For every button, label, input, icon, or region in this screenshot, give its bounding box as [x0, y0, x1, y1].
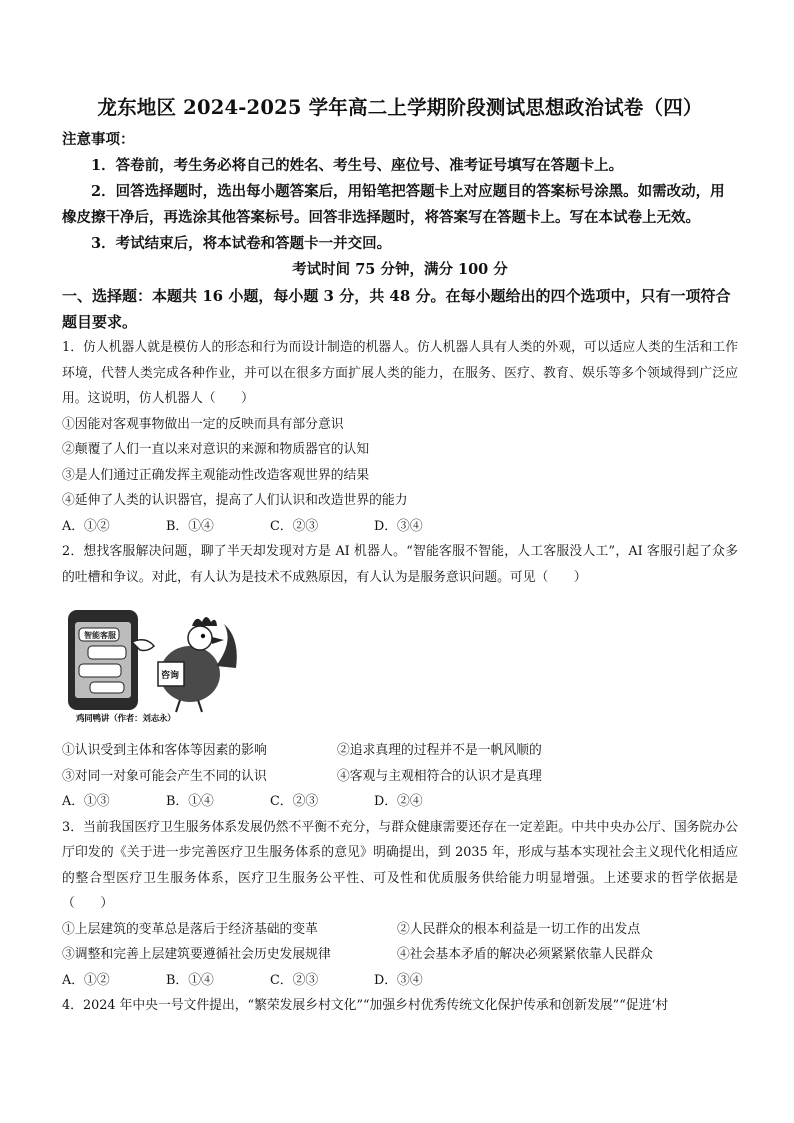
question-1 — [62, 335, 738, 539]
notice-heading: 注意事项： — [62, 131, 135, 148]
statement-row — [62, 764, 738, 790]
choice-d: D．②④ — [374, 794, 423, 809]
cartoon-illustration — [62, 604, 240, 714]
phone-label: 智能客服 — [84, 631, 116, 640]
notice-item: 3．考试结束后，将本试卷和答题卡一并交回。 — [91, 235, 392, 252]
sign-label: 咨询 — [161, 671, 180, 681]
question-4 — [62, 993, 738, 1019]
notice-item: 2．回答选择题时，选出每小题答案后，用铅笔把答题卡上对应题目的答案标号涂黑。如需改动，用橡皮擦干净后，再选涂其他答案标号。回答非选择题时，将答案写在答题卡上。写在本试卷上无效。 — [62, 183, 725, 226]
statement-option: ③调整和完善上层建筑要遵循社会历史发展规律 — [62, 947, 331, 962]
statement-option: ①认识受到主体和客体等因素的影响 — [62, 743, 267, 758]
choice-c: C．②③ — [270, 972, 319, 988]
statement-row — [62, 917, 738, 943]
statement-option: ③对同一对象可能会产生不同的认识 — [62, 768, 267, 784]
choice-b: B．①④ — [166, 518, 214, 534]
choice-d: D．③④ — [374, 518, 423, 534]
statement-option: ①上层建筑的变革总是落后于经济基础的变革 — [62, 921, 318, 937]
notice-item: 1．答卷前，考生务必将自己的姓名、考生号、座位号、准考证号填写在答题卡上。 — [91, 157, 624, 174]
statement-row — [62, 942, 738, 968]
choice-b: B．①④ — [166, 972, 214, 988]
question-stem: 2．想找客服解决问题，聊了半天却发现对方是 AI 机器人。“智能客服不智能，人工客服没人工”，AI 客服引起了众多的吐槽和争议。对此，有人认为是技术不成熟原因，有人认为是服务意识问题。可见（ ） — [62, 544, 738, 585]
statement-option: ②颠覆了人们一直以来对意识的来源和物质器官的认知 — [62, 442, 370, 457]
exam-page — [62, 92, 738, 1019]
choice-a: A．①② — [62, 972, 110, 988]
cartoon-figure — [62, 604, 240, 730]
answer-choices — [62, 968, 738, 994]
choice-c: C．②③ — [270, 518, 319, 534]
question-3 — [62, 815, 738, 994]
exam-title: 龙东地区 2024-2025 学年高二上学期阶段测试思想政治试卷（四） — [97, 96, 703, 119]
question-stem: 4．2024 年中央一号文件提出，“繁荣发展乡村文化”“加强乡村优秀传统文化保护传承和创新发展”“促进‘村 — [62, 998, 669, 1013]
question-stem: 3．当前我国医疗卫生服务体系发展仍然不平衡不充分，与群众健康需要还存在一定差距。中共中央办公厅、国务院办公厅印发的《关于进一步完善医疗卫生服务体系的意见》明确提出，到 2035 年，形成与基本实现社会主义现代化相适应的整合型医疗卫生服务体系，医疗卫生服务公平性、可及性和优质服务供给能力明显增强。上述要求的哲学依据是（ ） — [62, 819, 738, 911]
choice-d: D．③④ — [374, 972, 423, 988]
choice-b: B．①④ — [166, 794, 214, 809]
choice-a: A．①③ — [62, 794, 110, 809]
statement-row — [62, 738, 738, 764]
statement-option: ②人民群众的根本利益是一切工作的出发点 — [397, 921, 641, 937]
section-heading: 一、选择题：本题共 16 小题，每小题 3 分，共 48 分。在每小题给出的四个选项中，只有一项符合题目要求。 — [62, 287, 731, 331]
exam-time: 考试时间 75 分钟，满分 100 分 — [292, 261, 508, 278]
notice-block — [62, 128, 738, 257]
answer-choices — [62, 789, 738, 815]
choice-a: A．①② — [62, 518, 110, 534]
cartoon-caption: 鸡同鸭讲（作者：刘志永） — [76, 714, 176, 724]
question-stem: 1．仿人机器人就是模仿人的形态和行为而设计制造的机器人。仿人机器人具有人类的外观，可以适应人类的生活和工作环境，代替人类完成各种作业，并可以在很多方面扩展人类的能力，在服务、医疗、教育、娱乐等多个领域得到广泛应用。这说明，仿人机器人（ ） — [62, 340, 738, 406]
statement-option: ④客观与主观相符合的认识才是真理 — [337, 768, 542, 784]
statement-option: ④延伸了人类的认识器官，提高了人们认识和改造世界的能力 — [62, 493, 408, 508]
answer-choices — [62, 514, 738, 540]
question-2 — [62, 539, 738, 815]
statement-option: ③是人们通过正确发挥主观能动性改造客观世界的结果 — [62, 467, 370, 483]
statement-option: ①因能对客观事物做出一定的反映而具有部分意识 — [62, 416, 344, 432]
statement-option: ②追求真理的过程并不是一帆风顺的 — [337, 743, 542, 758]
choice-c: C．②③ — [270, 794, 319, 809]
statement-option: ④社会基本矛盾的解决必须紧紧依靠人民群众 — [397, 947, 653, 962]
